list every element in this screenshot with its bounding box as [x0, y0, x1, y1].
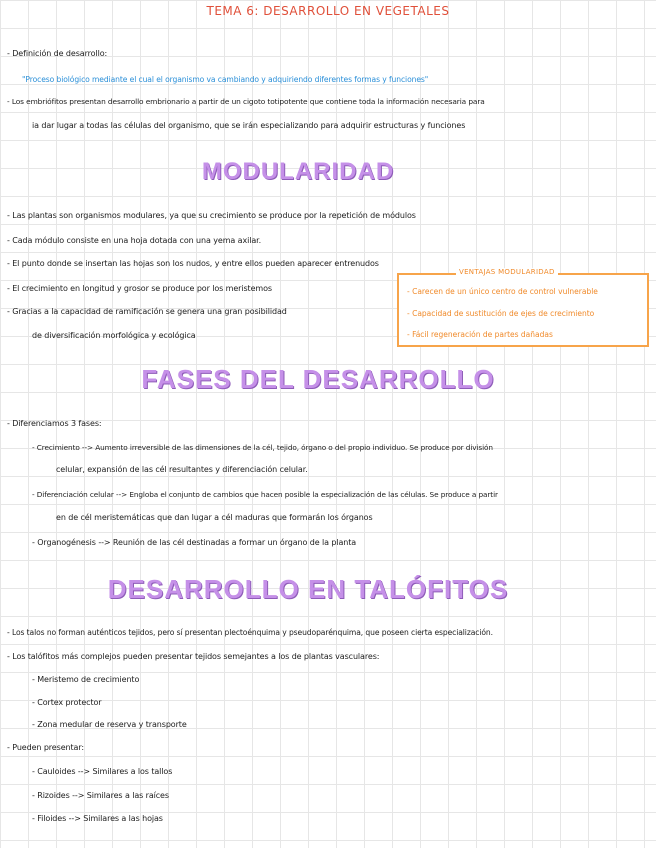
modularidad-line: - Cada módulo consiste en una hoja dotada con una yema axilar.: [7, 236, 262, 245]
modularidad-line: de diversificación morfológica y ecológica: [32, 331, 196, 340]
intro-line: - Los embriófitos presentan desarrollo embrionario a partir de un cigoto totipotente que contiene toda la información necesaria para: [7, 97, 485, 106]
fases-line: - Crecimiento --> Aumento irreversible de las dimensiones de la cél, tejido, órgano o del propio individuo. Se produce por división: [32, 443, 493, 452]
modularidad-line: - El crecimiento en longitud y grosor se produce por los meristemos: [7, 284, 272, 293]
talofitos-item: - Rizoides --> Similares a las raíces: [32, 791, 169, 800]
section-heading-talofitos: DESARROLLO EN TALÓFITOS: [107, 574, 509, 604]
section-heading-fases: FASES DEL DESARROLLO: [141, 364, 495, 394]
ventajas-box-title: VENTAJAS MODULARIDAD: [456, 268, 558, 276]
talofitos-line: - Pueden presentar:: [7, 743, 84, 752]
ventajas-item: - Capacidad de sustitución de ejes de crecimiento: [407, 309, 595, 318]
fases-line: - Diferenciación celular --> Engloba el conjunto de cambios que hacen posible la especialización de las células. Se produce a partir: [32, 490, 498, 499]
talofitos-line: - Los talófitos más complejos pueden presentar tejidos semejantes a los de plantas vasculares:: [7, 652, 380, 661]
talofitos-line: - Los talos no forman auténticos tejidos, pero sí presentan plectoénquima y pseudoparénquima, que poseen cierta especialización.: [7, 628, 493, 637]
ventajas-item: - Fácil regeneración de partes dañadas: [407, 330, 553, 339]
fases-line: en de cél meristemáticas que dan lugar a cél maduras que formarán los órganos: [56, 513, 373, 522]
fases-intro: - Diferenciamos 3 fases:: [7, 419, 102, 428]
definition-label: - Definición de desarrollo:: [7, 49, 108, 58]
modularidad-line: - El punto donde se insertan las hojas son los nudos, y entre ellos pueden aparecer entrenudos: [7, 259, 379, 268]
modularidad-line: - Las plantas son organismos modulares, ya que su crecimiento se produce por la repetición de módulos: [7, 211, 416, 220]
ventajas-item: - Carecen de un único centro de control vulnerable: [407, 287, 598, 296]
definition-quote: "Proceso biológico mediante el cual el organismo va cambiando y adquiriendo diferentes formas y funciones": [22, 75, 429, 84]
ventajas-box: [397, 268, 649, 347]
talofitos-item: - Zona medular de reserva y transporte: [32, 720, 187, 729]
fases-line: - Organogénesis --> Reunión de las cél destinadas a formar un órgano de la planta: [32, 538, 357, 547]
fases-line: celular, expansión de las cél resultantes y diferenciación celular.: [56, 465, 308, 474]
talofitos-item: - Meristemo de crecimiento: [32, 675, 140, 684]
page-title: TEMA 6: DESARROLLO EN VEGETALES: [206, 4, 450, 18]
modularidad-line: - Gracias a la capacidad de ramificación se genera una gran posibilidad: [7, 307, 287, 316]
talofitos-item: - Cortex protector: [32, 698, 102, 707]
section-heading-modularidad: MODULARIDAD: [201, 158, 395, 185]
intro-line: ia dar lugar a todas las células del organismo, que se irán especializando para adquirir estructuras y funciones: [32, 121, 466, 130]
talofitos-item: - Filoides --> Similares a las hojas: [32, 814, 163, 823]
talofitos-item: - Cauloides --> Similares a los tallos: [32, 767, 173, 776]
